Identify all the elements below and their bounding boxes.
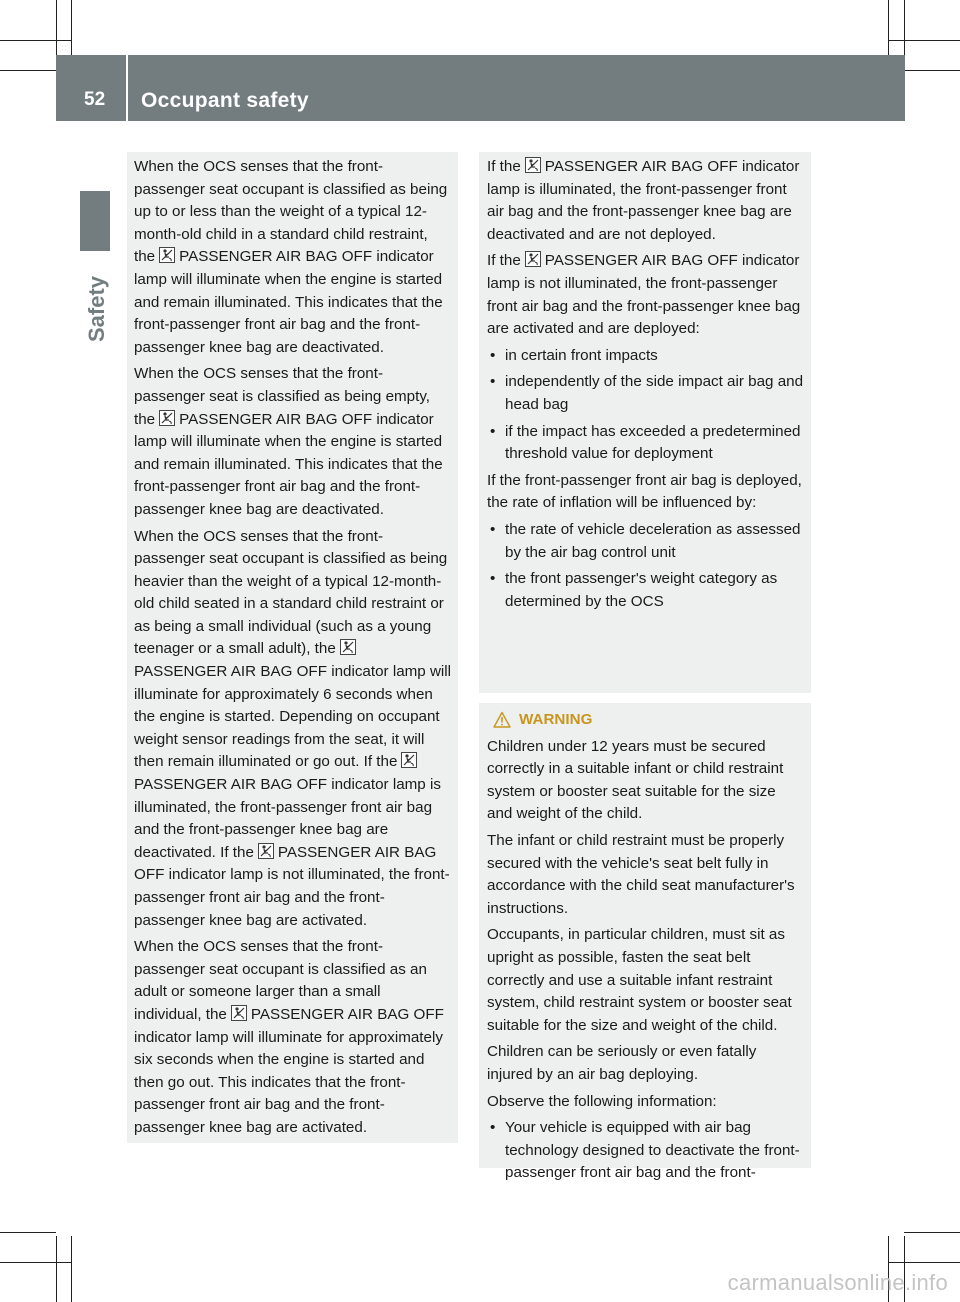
warning-triangle-icon (493, 711, 511, 729)
crop-mark (904, 1232, 960, 1233)
paragraph: Observe the following information: (487, 1092, 717, 1110)
list-item: • in certain front impacts (487, 345, 805, 368)
warning-box (479, 703, 811, 1182)
header-divider (126, 55, 128, 121)
paragraph: If the front-passenger front air bag is deployed, the rate of inflation will be influenced by: (487, 471, 802, 512)
passenger-airbag-off-icon (159, 247, 175, 263)
bullet-list (487, 345, 805, 466)
list-item: • the rate of vehicle deceleration as assessed by the air bag control unit (487, 519, 805, 564)
list-item: • if the impact has exceeded a predetermined threshold value for deployment (487, 421, 805, 466)
section-title: Occupant safety (141, 89, 309, 112)
passenger-airbag-off-icon (525, 251, 541, 267)
crop-mark (888, 1262, 960, 1263)
crop-mark (0, 1262, 72, 1263)
paragraph: Children under 12 years must be secured correctly in a suitable infant or child restraint system or booster seat suitable for the size and weight of the child. (487, 737, 784, 823)
chapter-tab (80, 191, 110, 251)
passenger-airbag-off-icon (258, 843, 274, 859)
bullet-list (487, 1117, 805, 1185)
paragraph: When the OCS senses that the front-passenger seat occupant is classified as being up to or less than the weight of a typical 12-month-old child in a standard child restraint, the PASSENGER AIR BAG OFF indicator lamp will illuminate when the engine is started and remain illuminated. This indicates that the front-passenger front air bag and the front-passenger knee bag are deactivated. (134, 158, 448, 356)
passenger-airbag-off-icon (525, 157, 541, 173)
crop-mark (888, 40, 960, 41)
watermark[interactable]: carmanualsonline.info (727, 1270, 948, 1295)
warning-heading (487, 709, 805, 732)
paragraph: Children can be seriously or even fatally injured by an air bag deploying. (487, 1043, 757, 1083)
paragraph: When the OCS senses that the front-passenger seat occupant is classified as an adult or someone larger than a small individual, the PASSENGER AIR BAG OFF indicator lamp will illuminate for approximately six seconds when the engine is started and then go out. This indicates that the front-passenger front air bag and the front-passenger knee bag are activated. (134, 938, 444, 1136)
paragraph: The infant or child restraint must be properly secured with the vehicle's seat belt fully in accordance with the child seat manufacturer's instructions. (487, 831, 795, 917)
passenger-airbag-off-icon (231, 1005, 247, 1021)
list-item: • independently of the side impact air bag and head bag (487, 371, 805, 416)
paragraph: When the OCS senses that the front-passenger seat occupant is classified as being heavier than the weight of a typical 12-month-old child seated in a standard child restraint or as being a small individual (such as a young teenager or a small adult), the PASSENGER AIR BAG OFF indicator lamp will illuminate for approximately 6 seconds when the engine is started. Depending on occupant weight sensor readings from the seat, it will then remain illuminated or go out. If the PASSENGER AIR BAG OFF indicator lamp is illuminated, the front-passenger front air bag and the front-passenger knee bag are deactivated. If the PASSENGER AIR BAG OFF indicator lamp is not illuminated, the front-passenger front air bag and the front-passenger knee bag are activated. (134, 527, 452, 929)
crop-mark (71, 1236, 72, 1302)
passenger-airbag-off-icon (159, 410, 175, 426)
crop-mark (0, 70, 56, 71)
page-number: 52 (84, 89, 106, 110)
crop-mark (0, 40, 72, 41)
left-column (127, 152, 458, 1143)
paragraph: Occupants, in particular children, must sit as upright as possible, fasten the seat belt correctly and use a suitable infant restraint system, child restraint system or booster seat suitable for the size and weight of the child. (487, 926, 792, 1034)
list-item: • the front passenger's weight category as determined by the OCS (487, 568, 805, 613)
chapter-label: Safety (84, 275, 109, 342)
paragraph: When the OCS senses that the front-passenger seat is classified as being empty, the PASSENGER AIR BAG OFF indicator lamp will illuminate when the engine is started and remain illuminated. This indicates that the front-passenger front air bag and the front-passenger knee bag are deactivated. (134, 365, 443, 518)
crop-mark (904, 70, 960, 71)
list-item: • Your vehicle is equipped with air bag technology designed to deactivate the front-passenger front air bag and the front- (487, 1117, 805, 1185)
crop-mark (0, 1232, 56, 1233)
warning-title: WARNING (519, 711, 593, 728)
crop-mark (56, 1236, 57, 1302)
passenger-airbag-off-icon (340, 639, 356, 655)
passenger-airbag-off-icon (401, 752, 417, 768)
paragraph: If the PASSENGER AIR BAG OFF indicator lamp is not illuminated, the front-passenger front air bag and the front-passenger knee bag are activated and are deployed: (487, 252, 801, 338)
bullet-list (487, 519, 805, 613)
right-column (479, 152, 811, 693)
paragraph: If the PASSENGER AIR BAG OFF indicator lamp is illuminated, the front-passenger front air bag and the front-passenger knee bag are deactivated and are not deployed. (487, 158, 800, 243)
